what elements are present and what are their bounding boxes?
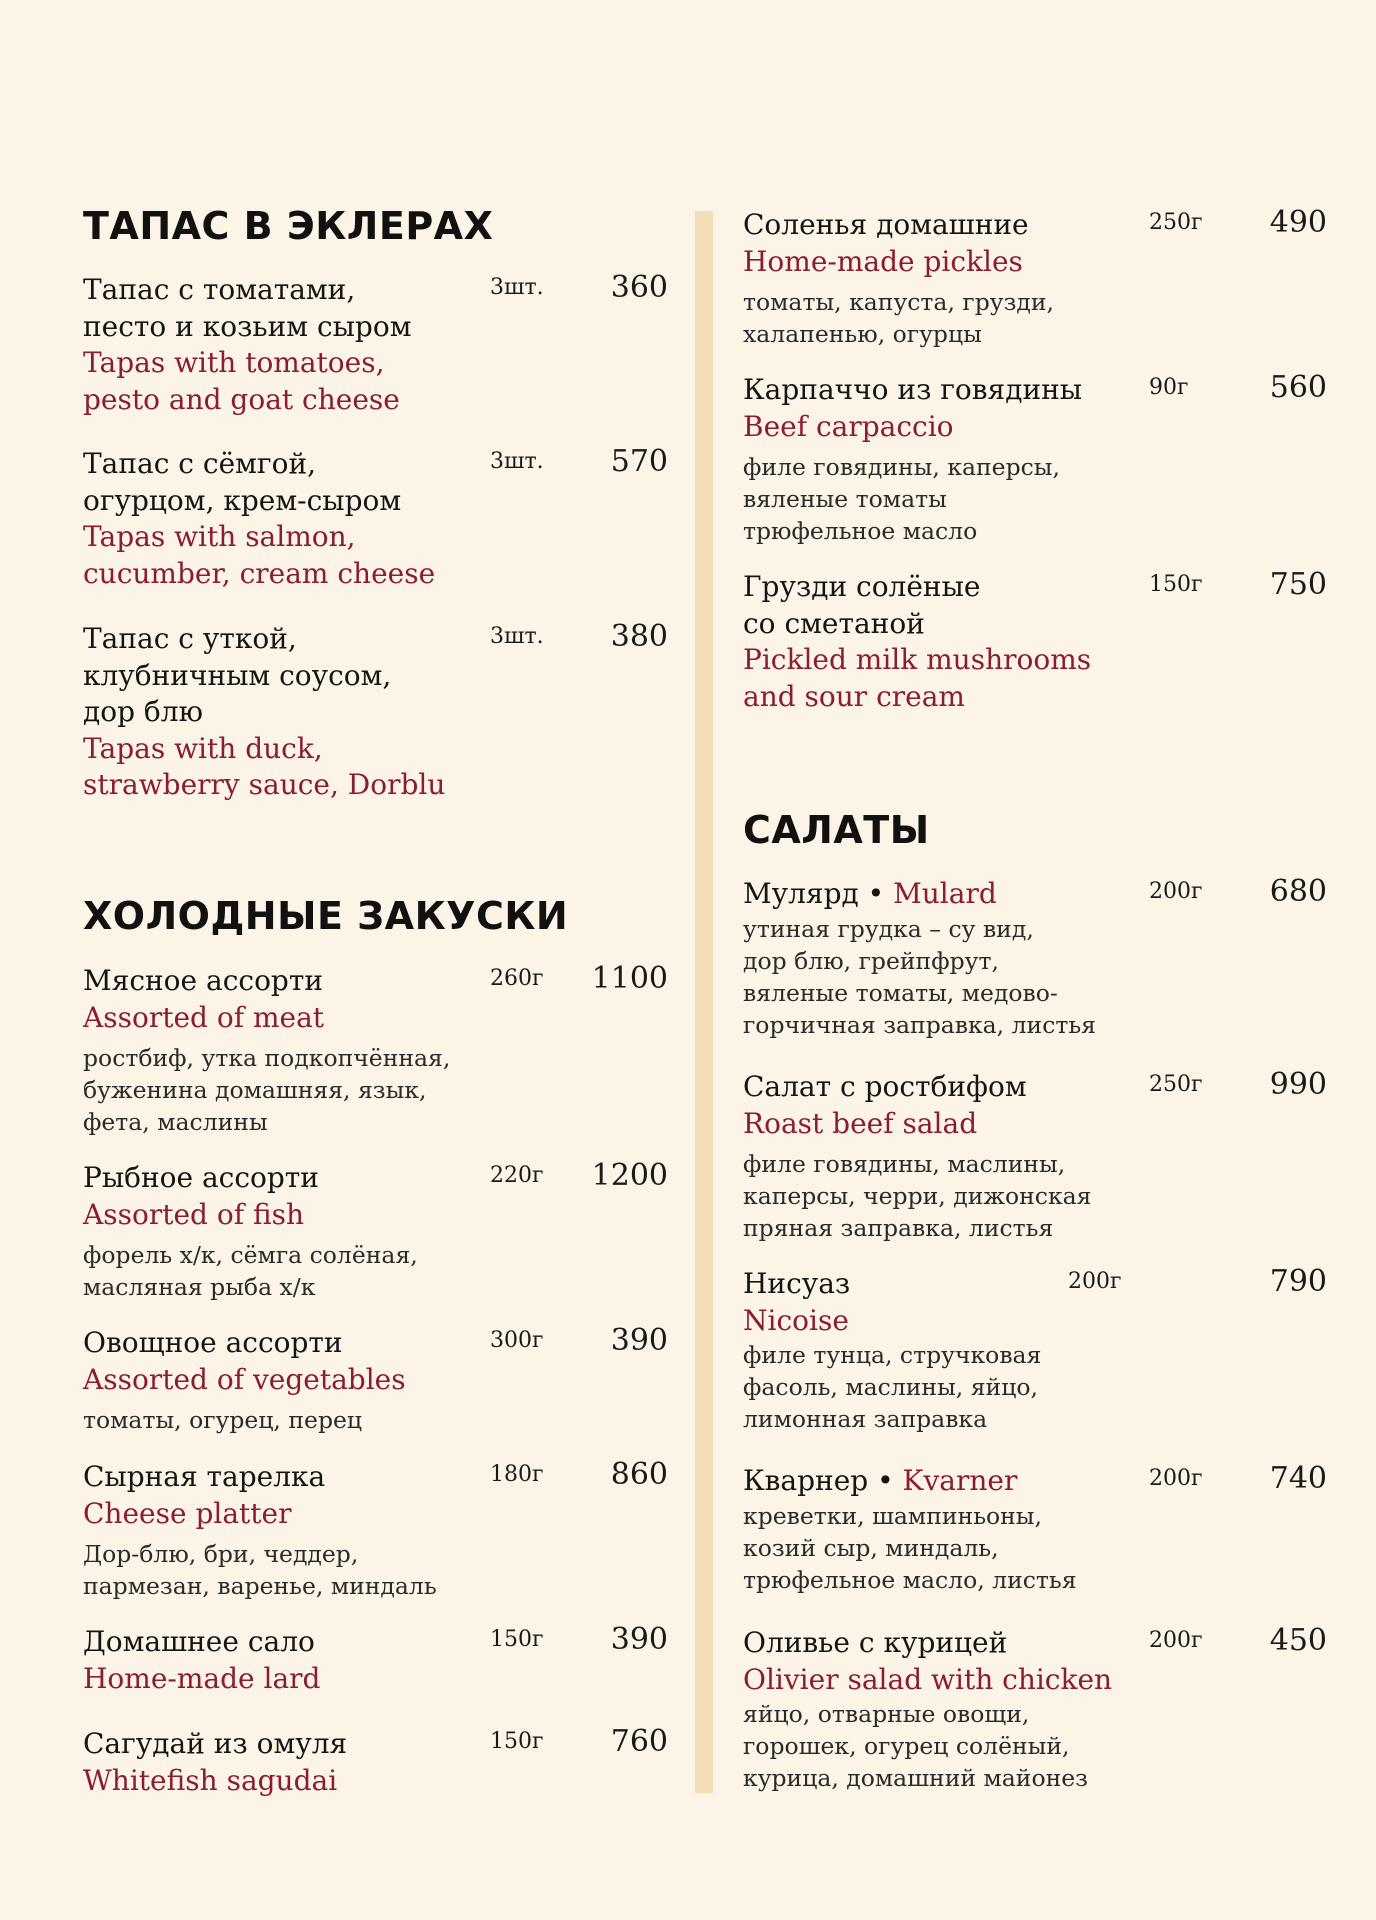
- item-english-name: Olivier salad with chicken: [743, 1662, 1113, 1696]
- menu-item: [743, 1069, 1327, 1244]
- item-description: [743, 451, 1327, 547]
- item-description-line: вяленые томаты, медово-: [743, 978, 1058, 1007]
- item-description-line: яйцо, отварные овощи,: [743, 1700, 1030, 1728]
- menu-item: [83, 621, 668, 804]
- item-description: [83, 1404, 668, 1436]
- item-name: Мясное ассорти: [83, 964, 323, 997]
- item-quantity: 200г: [1068, 1269, 1122, 1294]
- item-description-line: каперсы, черри, дижонская: [743, 1182, 1092, 1210]
- item-description-line: креветки, шампиньоны,: [743, 1501, 1042, 1530]
- item-name-line: Тапас с сёмгой,: [83, 447, 317, 480]
- item-price: 1200: [591, 1158, 668, 1193]
- item-english-line: Tapas with tomatoes,: [83, 346, 385, 379]
- item-price: 390: [610, 1622, 668, 1657]
- item-price: 990: [1269, 1067, 1327, 1102]
- item-english-name: [83, 519, 668, 592]
- item-english-name: Assorted of meat: [83, 1000, 325, 1034]
- item-quantity: 200г: [1149, 1466, 1203, 1491]
- item-price: 790: [1269, 1264, 1327, 1299]
- item-description-line: утиная грудка – су вид,: [743, 914, 1034, 943]
- menu-item: [83, 272, 668, 418]
- item-english-name: [83, 731, 668, 804]
- item-description-line: форель х/к, сёмга солёная,: [83, 1241, 418, 1269]
- item-description: [743, 286, 1327, 350]
- menu-item: [743, 876, 1327, 1041]
- item-english-name: Whitefish sagudai: [83, 1763, 338, 1797]
- item-quantity: 200г: [1149, 1628, 1203, 1653]
- item-description: [743, 1500, 1327, 1596]
- item-quantity: 90г: [1149, 375, 1189, 400]
- item-description-line: трюфельное масло, листья: [743, 1565, 1077, 1594]
- item-description-line: пармезан, варенье, миндаль: [83, 1572, 437, 1600]
- item-name: Рыбное ассорти: [83, 1161, 319, 1194]
- item-price: 570: [610, 444, 668, 479]
- item-english-name: Home-made pickles: [743, 244, 1023, 278]
- item-price: 740: [1269, 1461, 1327, 1496]
- menu-item: [743, 1266, 1327, 1435]
- name-separator: •: [868, 1464, 903, 1497]
- item-description: [743, 1698, 1327, 1794]
- item-english-name: Mulard: [893, 877, 997, 910]
- item-price: 680: [1269, 874, 1327, 909]
- item-name-line: Грузди солёные: [743, 570, 981, 603]
- item-description-line: горошек, огурец солёный,: [743, 1732, 1070, 1760]
- menu-item: [743, 1625, 1327, 1794]
- item-english-name: Assorted of fish: [83, 1197, 305, 1231]
- item-name: Карпаччо из говядины: [743, 373, 1083, 406]
- item-name-line: дор блю: [83, 695, 203, 728]
- menu-item: [743, 372, 1327, 547]
- item-description-line: горчичная заправка, листья: [743, 1010, 1096, 1039]
- menu-item: [743, 207, 1327, 350]
- item-quantity: 300г: [490, 1328, 544, 1353]
- item-description: [83, 1239, 668, 1303]
- item-description-line: Дор-блю, бри, чеддер,: [83, 1540, 359, 1568]
- item-quantity: 250г: [1149, 1072, 1203, 1097]
- item-name: [743, 569, 1327, 642]
- item-english-line: Tapas with salmon,: [83, 520, 356, 553]
- item-english-line: pesto and goat cheese: [83, 382, 400, 416]
- item-description: [743, 1339, 1327, 1435]
- item-english-name: [83, 345, 668, 418]
- item-description-line: вяленые томаты: [743, 485, 947, 513]
- item-description-line: масляная рыба х/к: [83, 1273, 316, 1301]
- menu-item: [83, 1726, 668, 1799]
- item-quantity: 250г: [1149, 210, 1203, 235]
- name-separator: •: [858, 877, 894, 910]
- item-english-line: Tapas with duck,: [83, 731, 323, 765]
- section-title-cold-appetizers: ХОЛОДНЫЕ ЗАКУСКИ: [83, 894, 569, 938]
- item-description-line: халапенью, огурцы: [743, 320, 982, 348]
- item-price: 560: [1269, 370, 1327, 405]
- item-price: 390: [610, 1323, 668, 1358]
- item-name: [743, 1463, 1327, 1500]
- item-description: [743, 913, 1327, 1041]
- item-description-line: филе тунца, стручковая: [743, 1341, 1042, 1369]
- item-english-name: Home-made lard: [83, 1661, 321, 1695]
- item-quantity: 3шт.: [490, 275, 544, 300]
- column-divider: [695, 211, 713, 1793]
- item-english-name: [743, 642, 1327, 715]
- item-name-line: клубничным соусом,: [83, 658, 392, 692]
- item-quantity: 3шт.: [490, 624, 544, 649]
- item-quantity: 260г: [490, 966, 544, 991]
- item-name-line: огурцом, крем-сыром: [83, 483, 402, 517]
- item-quantity: 150г: [490, 1627, 544, 1652]
- item-name: Сагудай из омуля: [83, 1727, 348, 1760]
- item-description-line: трюфельное масло: [743, 517, 978, 545]
- item-name: Домашнее сало: [83, 1625, 315, 1658]
- item-description-line: курица, домашний майонез: [743, 1764, 1088, 1792]
- item-quantity: 200г: [1149, 879, 1203, 904]
- item-price: 380: [610, 619, 668, 654]
- item-quantity: 150г: [490, 1729, 544, 1754]
- item-english-name: Nicoise: [743, 1303, 849, 1337]
- item-name: [83, 621, 668, 731]
- item-price: 450: [1269, 1623, 1327, 1658]
- item-description-line: ростбиф, утка подкопчённая,: [83, 1044, 451, 1072]
- item-english-name: Assorted of vegetables: [83, 1362, 406, 1396]
- menu-item: [83, 1459, 668, 1602]
- item-description-line: филе говядины, каперсы,: [743, 453, 1060, 481]
- item-description-line: лимонная заправка: [743, 1405, 988, 1433]
- item-price: 750: [1269, 567, 1327, 602]
- item-english-name: Kvarner: [902, 1464, 1018, 1497]
- section-title-tapas: ТАПАС В ЭКЛЕРАХ: [83, 204, 494, 248]
- item-english-name: Beef carpaccio: [743, 409, 954, 443]
- item-name: [743, 876, 1327, 913]
- item-quantity: 180г: [490, 1462, 544, 1487]
- item-description-line: томаты, капуста, грузди,: [743, 288, 1054, 316]
- item-description-line: козий сыр, миндаль,: [743, 1533, 999, 1562]
- item-name-line: Тапас с уткой,: [83, 622, 297, 655]
- menu-item: [743, 569, 1327, 715]
- item-price: 1100: [591, 961, 668, 996]
- section-title-salads: САЛАТЫ: [743, 808, 930, 852]
- item-name: Салат с ростбифом: [743, 1070, 1027, 1103]
- item-description-line: филе говядины, маслины,: [743, 1150, 1066, 1178]
- item-description-line: фета, маслины: [83, 1108, 268, 1136]
- item-price: 860: [610, 1457, 668, 1492]
- item-price: 360: [610, 270, 668, 305]
- item-name-line: со сметаной: [743, 606, 925, 640]
- item-english-line: and sour cream: [743, 679, 965, 713]
- item-name: Нисуаз: [743, 1267, 851, 1300]
- item-name-line: песто и козьим сыром: [83, 309, 412, 343]
- item-english-line: Pickled milk mushrooms: [743, 643, 1092, 676]
- item-english-line: cucumber, cream cheese: [83, 556, 436, 590]
- item-name: [83, 272, 668, 345]
- item-name-ru: Кварнер: [743, 1464, 869, 1497]
- menu-item: [83, 1160, 668, 1303]
- item-description-line: дор блю, грейпфрут,: [743, 946, 999, 975]
- item-description: [743, 1148, 1327, 1244]
- item-name: Оливье с курицей: [743, 1626, 1008, 1659]
- menu-item: [83, 1325, 668, 1436]
- item-description: [83, 1042, 668, 1138]
- item-name-line: Тапас с томатами,: [83, 273, 356, 306]
- item-name: Сырная тарелка: [83, 1460, 326, 1493]
- item-price: 490: [1269, 205, 1327, 240]
- menu-item: [83, 1624, 668, 1697]
- item-name-ru: Мулярд: [743, 877, 859, 910]
- menu-item: [83, 446, 668, 592]
- item-english-line: strawberry sauce, Dorblu: [83, 768, 446, 801]
- item-name: Соленья домашние: [743, 208, 1029, 241]
- item-quantity: 220г: [490, 1163, 544, 1188]
- menu-item: [743, 1463, 1327, 1596]
- item-description: [83, 1538, 668, 1602]
- item-quantity: 3шт.: [490, 449, 544, 474]
- item-name: [83, 446, 668, 519]
- item-description-line: буженина домашняя, язык,: [83, 1076, 427, 1104]
- item-english-name: Cheese platter: [83, 1496, 292, 1530]
- menu-item: [83, 963, 668, 1138]
- item-name: Овощное ассорти: [83, 1326, 343, 1359]
- item-description-line: томаты, огурец, перец: [83, 1406, 363, 1434]
- item-english-name: Roast beef salad: [743, 1106, 978, 1140]
- item-description-line: пряная заправка, листья: [743, 1214, 1054, 1242]
- item-description-line: фасоль, маслины, яйцо,: [743, 1373, 1038, 1401]
- item-price: 760: [610, 1724, 668, 1759]
- item-quantity: 150г: [1149, 572, 1203, 597]
